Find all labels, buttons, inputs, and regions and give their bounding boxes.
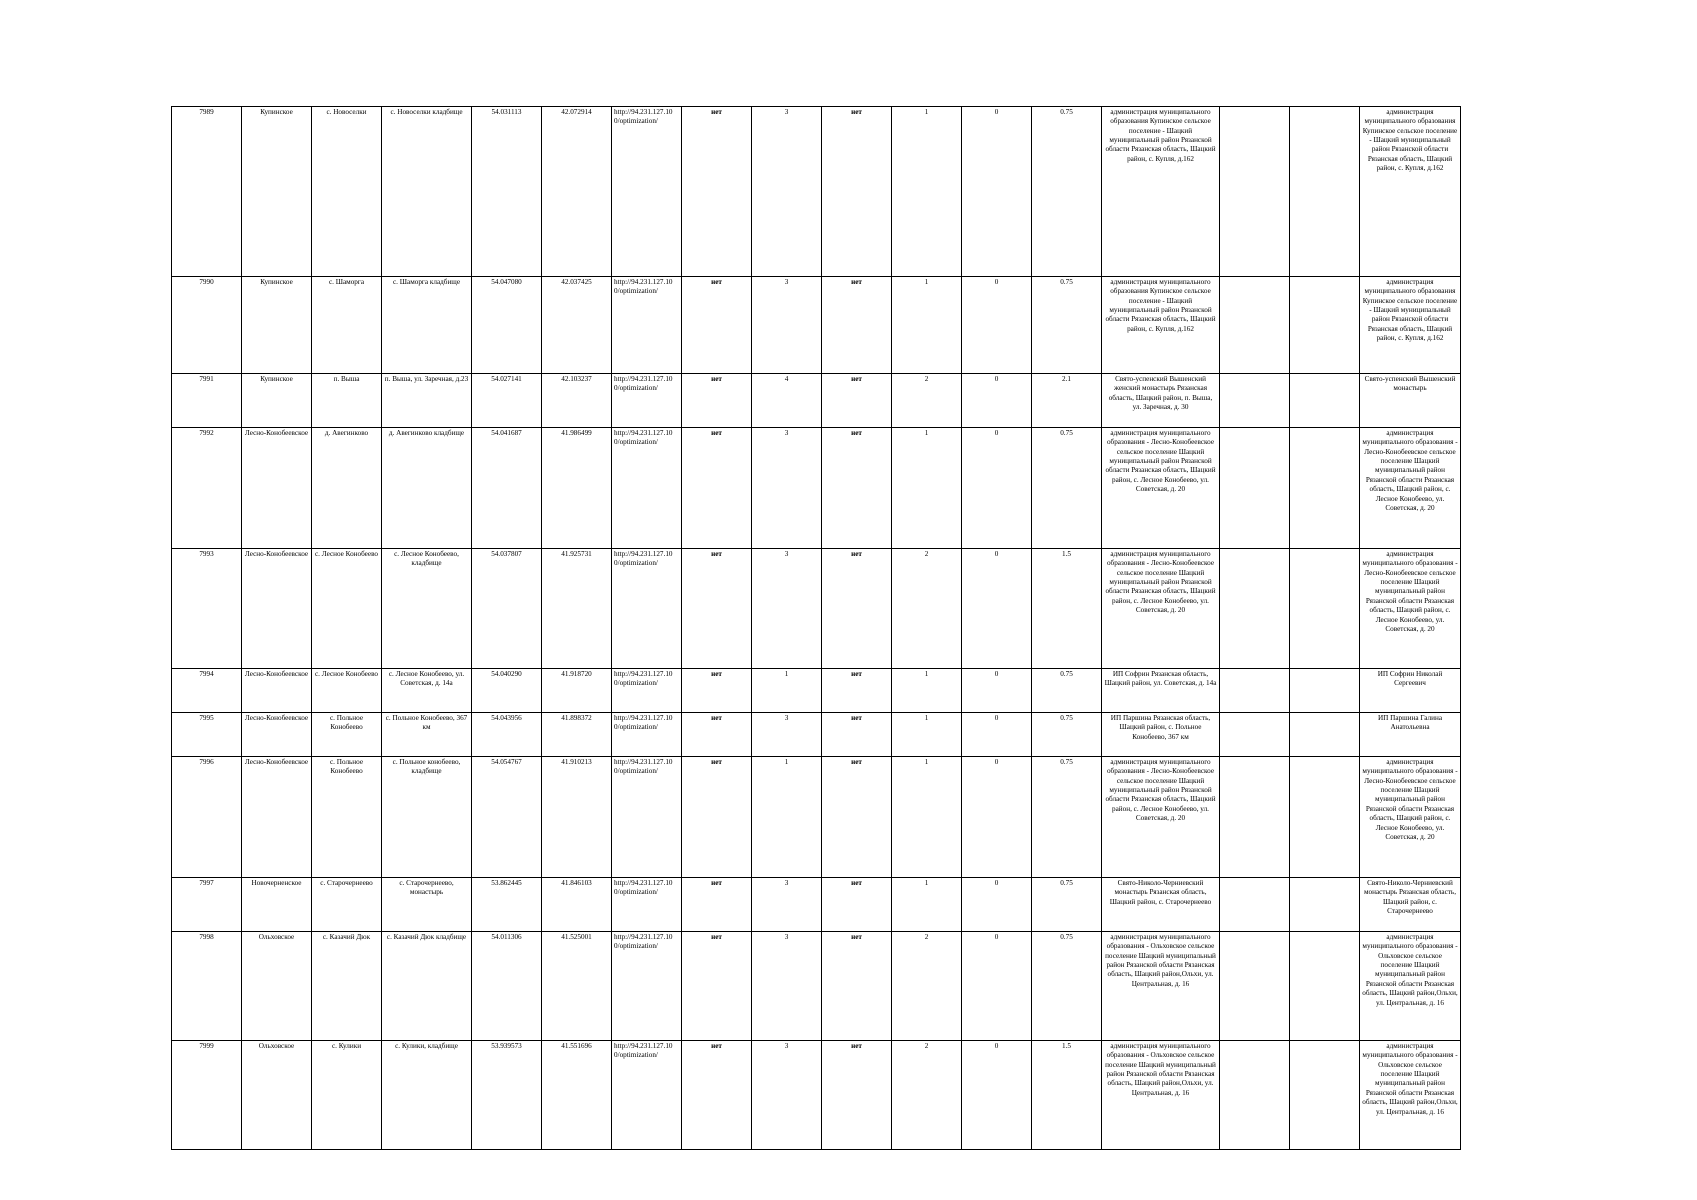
cell-operator: администрация муниципального образования Купинское сельское поселение - Шацкий муниципальный район Рязанской области Рязанская область, Шацкий район, с. Купля, д.162	[1360, 277, 1461, 374]
cell-a: нет	[682, 374, 752, 428]
cell-d: 1	[892, 428, 962, 549]
table-row	[172, 878, 1461, 932]
cemetery-registry-table	[171, 106, 1461, 1150]
table-row	[172, 277, 1461, 374]
cell-b: 1	[752, 757, 822, 878]
cell-area: 1.5	[1032, 1041, 1102, 1150]
cell-settlement: Купинское	[242, 107, 312, 277]
cell-x2	[1290, 932, 1360, 1041]
cell-a: нет	[682, 1041, 752, 1150]
cell-owner: администрация муниципального образования - Лесно-Конобеевское сельское поселение Шацкий муниципальный район Рязанской области Рязанская область, Шацкий район, с. Лесное Конобеево, ул. Советская, д. 20	[1102, 757, 1220, 878]
cell-e: 0	[962, 932, 1032, 1041]
cell-settlement: Новочерненское	[242, 878, 312, 932]
cell-locality: с. Шаморга	[312, 277, 382, 374]
cell-lon: 41.918720	[542, 669, 612, 713]
cell-num: 7999	[172, 1041, 242, 1150]
cell-url: http://94.231.127.10 0/optimization/	[612, 713, 682, 757]
cell-locality: с. Новоселки	[312, 107, 382, 277]
cell-num: 7994	[172, 669, 242, 713]
cell-area: 0.75	[1032, 277, 1102, 374]
cell-owner: администрация муниципального образования - Лесно-Конобеевское сельское поселение Шацкий муниципальный район Рязанской области Рязанская область, Шацкий район, с. Лесное Конобеево, ул. Советская, д. 20	[1102, 428, 1220, 549]
document-page	[171, 106, 1460, 1150]
cell-locality: с. Казачий Дюк	[312, 932, 382, 1041]
cell-d: 1	[892, 878, 962, 932]
cell-owner: Свято-успенский Вышенский женский монастырь Рязанская область, Шацкий район, п. Выша, ул. Заречная, д. 30	[1102, 374, 1220, 428]
cell-operator: администрация муниципального образования - Ольховское сельское поселение Шацкий муниципальный район Рязанской области Рязанская область, Шацкий район,Ольхи, ул. Центральная, д. 16	[1360, 1041, 1461, 1150]
cell-area: 0.75	[1032, 669, 1102, 713]
cell-address: с. Кулики, кладбище	[382, 1041, 472, 1150]
cell-lat: 53.862445	[472, 878, 542, 932]
cell-settlement: Ольховское	[242, 1041, 312, 1150]
cell-locality: с. Польное Конобеево	[312, 757, 382, 878]
cell-area: 0.75	[1032, 107, 1102, 277]
cell-a: нет	[682, 549, 752, 669]
cell-area: 0.75	[1032, 428, 1102, 549]
cell-address: с. Новоселки кладбище	[382, 107, 472, 277]
cell-area: 0.75	[1032, 757, 1102, 878]
cell-settlement: Лесно-Конобеевское	[242, 713, 312, 757]
cell-a: нет	[682, 878, 752, 932]
cell-url: http://94.231.127.10 0/optimization/	[612, 428, 682, 549]
cell-lon: 41.925731	[542, 549, 612, 669]
cell-e: 0	[962, 757, 1032, 878]
table-row	[172, 1041, 1461, 1150]
cell-owner: администрация муниципального образования - Ольховское сельское поселение Шацкий муниципальный район Рязанской области Рязанская область, Шацкий район,Ольхи, ул. Центральная, д. 16	[1102, 1041, 1220, 1150]
cell-x2	[1290, 713, 1360, 757]
cell-operator: администрация муниципального образования - Лесно-Конобеевское сельское поселение Шацкий муниципальный район Рязанской области Рязанская область, Шацкий район, с. Лесное Конобеево, ул. Советская, д. 20	[1360, 549, 1461, 669]
cell-settlement: Лесно-Конобеевское	[242, 669, 312, 713]
cell-area: 0.75	[1032, 932, 1102, 1041]
cell-c: нет	[822, 932, 892, 1041]
cell-x2	[1290, 428, 1360, 549]
cell-c: нет	[822, 669, 892, 713]
cell-b: 3	[752, 713, 822, 757]
cell-num: 7990	[172, 277, 242, 374]
cell-lat: 54.043956	[472, 713, 542, 757]
cell-e: 0	[962, 428, 1032, 549]
cell-settlement: Лесно-Конобеевское	[242, 428, 312, 549]
cell-x2	[1290, 549, 1360, 669]
table-row	[172, 428, 1461, 549]
cell-lon: 41.986499	[542, 428, 612, 549]
table-body	[172, 107, 1461, 1150]
cell-x2	[1290, 878, 1360, 932]
cell-e: 0	[962, 713, 1032, 757]
cell-d: 2	[892, 549, 962, 669]
cell-b: 3	[752, 932, 822, 1041]
cell-x2	[1290, 374, 1360, 428]
cell-num: 7991	[172, 374, 242, 428]
cell-b: 3	[752, 878, 822, 932]
cell-a: нет	[682, 757, 752, 878]
cell-b: 1	[752, 669, 822, 713]
cell-lon: 42.037425	[542, 277, 612, 374]
cell-owner: ИП Паршина Рязанская область, Шацкий район, с. Польное Конобеево, 367 км	[1102, 713, 1220, 757]
cell-url: http://94.231.127.10 0/optimization/	[612, 757, 682, 878]
cell-area: 0.75	[1032, 878, 1102, 932]
cell-a: нет	[682, 669, 752, 713]
cell-operator: ИП Софрин Николай Сергеевич	[1360, 669, 1461, 713]
cell-d: 1	[892, 669, 962, 713]
cell-b: 4	[752, 374, 822, 428]
cell-num: 7998	[172, 932, 242, 1041]
cell-d: 1	[892, 107, 962, 277]
cell-settlement: Лесно-Конобеевское	[242, 549, 312, 669]
cell-x1	[1220, 277, 1290, 374]
cell-x1	[1220, 932, 1290, 1041]
cell-e: 0	[962, 107, 1032, 277]
cell-address: с. Лесное Конобеево, кладбище	[382, 549, 472, 669]
cell-e: 0	[962, 277, 1032, 374]
cell-x2	[1290, 669, 1360, 713]
cell-url: http://94.231.127.10 0/optimization/	[612, 878, 682, 932]
cell-num: 7989	[172, 107, 242, 277]
table-row	[172, 669, 1461, 713]
cell-d: 1	[892, 277, 962, 374]
cell-address: с. Польное конобеево, кладбище	[382, 757, 472, 878]
cell-url: http://94.231.127.10 0/optimization/	[612, 549, 682, 669]
cell-b: 3	[752, 549, 822, 669]
cell-operator: Свято-Николо-Черниевский монастырь Рязанская область, Шацкий район, с. Старочернеево	[1360, 878, 1461, 932]
cell-x1	[1220, 878, 1290, 932]
table-row	[172, 932, 1461, 1041]
cell-x1	[1220, 549, 1290, 669]
cell-e: 0	[962, 549, 1032, 669]
cell-settlement: Лесно-Конобеевское	[242, 757, 312, 878]
cell-address: с. Казачий Дюк кладбище	[382, 932, 472, 1041]
cell-locality: с. Лесное Конобеево	[312, 669, 382, 713]
cell-e: 0	[962, 374, 1032, 428]
table-row	[172, 713, 1461, 757]
cell-url: http://94.231.127.10 0/optimization/	[612, 932, 682, 1041]
cell-x1	[1220, 713, 1290, 757]
cell-area: 1.5	[1032, 549, 1102, 669]
cell-owner: администрация муниципального образования Купинское сельское поселение - Шацкий муниципальный район Рязанской области Рязанская область, Шацкий район, с. Купля, д.162	[1102, 107, 1220, 277]
cell-owner: администрация муниципального образования Купинское сельское поселение - Шацкий муниципальный район Рязанской области Рязанская область, Шацкий район, с. Купля, д.162	[1102, 277, 1220, 374]
cell-lat: 53.939573	[472, 1041, 542, 1150]
cell-x1	[1220, 669, 1290, 713]
cell-url: http://94.231.127.10 0/optimization/	[612, 1041, 682, 1150]
cell-operator: администрация муниципального образования Купинское сельское поселение - Шацкий муниципальный район Рязанской области Рязанская область, Шацкий район, с. Купля, д.162	[1360, 107, 1461, 277]
cell-a: нет	[682, 107, 752, 277]
cell-num: 7995	[172, 713, 242, 757]
cell-b: 3	[752, 277, 822, 374]
cell-locality: д. Авегинково	[312, 428, 382, 549]
cell-operator: администрация муниципального образования - Лесно-Конобеевское сельское поселение Шацкий муниципальный район Рязанской области Рязанская область, Шацкий район, с. Лесное Конобеево, ул. Советская, д. 20	[1360, 757, 1461, 878]
cell-address: с. Старочернеево, монастырь	[382, 878, 472, 932]
cell-b: 3	[752, 428, 822, 549]
cell-x1	[1220, 374, 1290, 428]
cell-locality: п. Выша	[312, 374, 382, 428]
cell-e: 0	[962, 1041, 1032, 1150]
cell-num: 7993	[172, 549, 242, 669]
cell-locality: с. Польное Конобеево	[312, 713, 382, 757]
cell-c: нет	[822, 549, 892, 669]
cell-lat: 54.054767	[472, 757, 542, 878]
cell-lon: 42.072914	[542, 107, 612, 277]
cell-address: с. Шаморга кладбище	[382, 277, 472, 374]
cell-x1	[1220, 757, 1290, 878]
cell-x2	[1290, 277, 1360, 374]
cell-settlement: Ольховское	[242, 932, 312, 1041]
cell-owner: ИП Софрин Рязанская область, Шацкий район, ул. Советская, д. 14а	[1102, 669, 1220, 713]
cell-locality: с. Лесное Конобеево	[312, 549, 382, 669]
cell-lat: 54.011306	[472, 932, 542, 1041]
cell-lon: 42.103237	[542, 374, 612, 428]
cell-e: 0	[962, 878, 1032, 932]
cell-address: с. Лесное Конобеево, ул. Советская, д. 14а	[382, 669, 472, 713]
cell-address: с. Польное Конобеево, 367 км	[382, 713, 472, 757]
cell-a: нет	[682, 428, 752, 549]
cell-b: 3	[752, 1041, 822, 1150]
cell-lat: 54.040290	[472, 669, 542, 713]
cell-lon: 41.910213	[542, 757, 612, 878]
cell-lat: 54.031113	[472, 107, 542, 277]
cell-lat: 54.047080	[472, 277, 542, 374]
cell-c: нет	[822, 374, 892, 428]
cell-lat: 54.037807	[472, 549, 542, 669]
cell-num: 7992	[172, 428, 242, 549]
cell-settlement: Купинское	[242, 374, 312, 428]
cell-lon: 41.551696	[542, 1041, 612, 1150]
cell-url: http://94.231.127.10 0/optimization/	[612, 374, 682, 428]
table-row	[172, 549, 1461, 669]
cell-d: 2	[892, 1041, 962, 1150]
cell-lat: 54.027141	[472, 374, 542, 428]
table-row	[172, 107, 1461, 277]
cell-area: 0.75	[1032, 713, 1102, 757]
cell-locality: с. Старочернеево	[312, 878, 382, 932]
cell-url: http://94.231.127.10 0/optimization/	[612, 277, 682, 374]
cell-x2	[1290, 107, 1360, 277]
cell-e: 0	[962, 669, 1032, 713]
cell-owner: администрация муниципального образования - Ольховское сельское поселение Шацкий муниципальный район Рязанской области Рязанская область, Шацкий район,Ольхи, ул. Центральная, д. 16	[1102, 932, 1220, 1041]
cell-c: нет	[822, 878, 892, 932]
cell-d: 2	[892, 932, 962, 1041]
cell-lon: 41.525001	[542, 932, 612, 1041]
cell-x2	[1290, 1041, 1360, 1150]
cell-c: нет	[822, 757, 892, 878]
cell-a: нет	[682, 277, 752, 374]
cell-lat: 54.041687	[472, 428, 542, 549]
cell-c: нет	[822, 1041, 892, 1150]
cell-address: п. Выша, ул. Заречная, д.23	[382, 374, 472, 428]
cell-operator: ИП Паршина Галина Анатольевна	[1360, 713, 1461, 757]
cell-url: http://94.231.127.10 0/optimization/	[612, 107, 682, 277]
cell-operator: Свято-успенский Вышенский монастырь	[1360, 374, 1461, 428]
cell-operator: администрация муниципального образования - Лесно-Конобеевское сельское поселение Шацкий муниципальный район Рязанской области Рязанская область, Шацкий район, с. Лесное Конобеево, ул. Советская, д. 20	[1360, 428, 1461, 549]
cell-d: 1	[892, 713, 962, 757]
cell-owner: администрация муниципального образования - Лесно-Конобеевское сельское поселение Шацкий муниципальный район Рязанской области Рязанская область, Шацкий район, с. Лесное Конобеево, ул. Советская, д. 20	[1102, 549, 1220, 669]
cell-d: 2	[892, 374, 962, 428]
cell-c: нет	[822, 428, 892, 549]
cell-locality: с. Кулики	[312, 1041, 382, 1150]
cell-area: 2.1	[1032, 374, 1102, 428]
cell-x1	[1220, 1041, 1290, 1150]
cell-lon: 41.898372	[542, 713, 612, 757]
cell-owner: Свято-Николо-Черниевский монастырь Рязанская область, Шацкий район, с. Старочернеево	[1102, 878, 1220, 932]
cell-c: нет	[822, 107, 892, 277]
cell-x1	[1220, 428, 1290, 549]
cell-address: д. Авегинково кладбище	[382, 428, 472, 549]
cell-num: 7997	[172, 878, 242, 932]
cell-b: 3	[752, 107, 822, 277]
cell-num: 7996	[172, 757, 242, 878]
cell-lon: 41.846103	[542, 878, 612, 932]
table-row	[172, 757, 1461, 878]
cell-settlement: Купинское	[242, 277, 312, 374]
cell-d: 1	[892, 757, 962, 878]
cell-x2	[1290, 757, 1360, 878]
cell-a: нет	[682, 713, 752, 757]
cell-url: http://94.231.127.10 0/optimization/	[612, 669, 682, 713]
cell-c: нет	[822, 713, 892, 757]
cell-operator: администрация муниципального образования - Ольховское сельское поселение Шацкий муниципальный район Рязанской области Рязанская область, Шацкий район,Ольхи, ул. Центральная, д. 16	[1360, 932, 1461, 1041]
cell-c: нет	[822, 277, 892, 374]
cell-a: нет	[682, 932, 752, 1041]
cell-x1	[1220, 107, 1290, 277]
table-row	[172, 374, 1461, 428]
